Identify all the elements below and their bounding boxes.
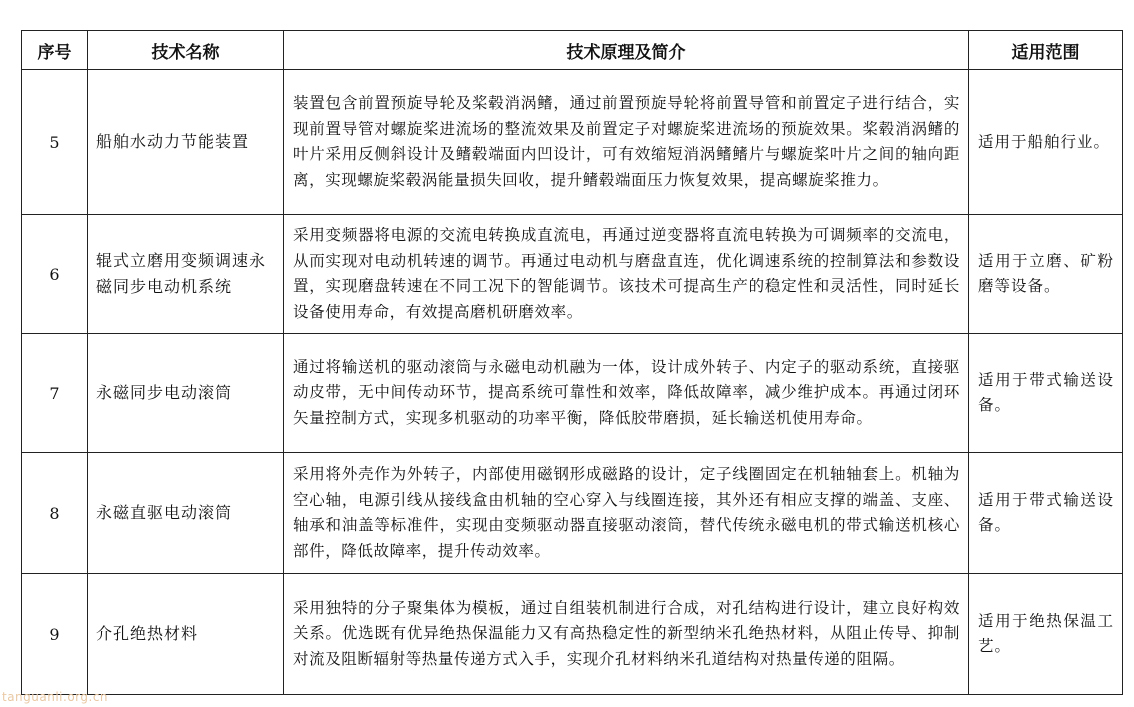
table-row [22,574,1123,695]
tech-description: 采用独特的分子聚集体为模板，通过自组装机制进行合成，对孔结构进行设计，建立良好构效关系。优选既有优异绝热保温能力又有高热稳定性的新型纳米孔绝热材料，从阻止传导、抑制对流及阻断辐射等热量传递方式入手，实现介孔材料纳米孔道结构对热量传递的阻隔。 [284,574,969,695]
tech-description: 采用将外壳作为外转子，内部使用磁钢形成磁路的设计，定子线圈固定在机轴轴套上。机轴为空心轴，电源引线从接线盒由机轴的空心穿入与线圈连接，其外还有相应支撑的端盖、支座、轴承和油盖等标准件，实现由变频驱动器直接驱动滚筒，替代传统永磁电机的带式输送机核心部件，降低故障率，提升传动效率。 [284,453,969,574]
application-scope: 适用于立磨、矿粉磨等设备。 [969,215,1123,334]
header-scope: 适用范围 [969,31,1123,70]
application-scope: 适用于带式输送设备。 [969,334,1123,453]
tech-description: 装置包含前置预旋导轮及桨毂消涡鳍，通过前置预旋导轮将前置导管和前置定子进行结合，实现前置导管对螺旋桨进流场的整流效果及前置定子对螺旋桨进流场的预旋效果。桨毂消涡鳍的叶片采用反侧斜设计及鳍毂端面内凹设计，可有效缩短消涡鳍鳍片与螺旋桨叶片之间的轴向距离，实现螺旋桨毂涡能量损失回收，提升鳍毂端面压力恢复效果，提高螺旋桨推力。 [284,70,969,215]
technology-table [21,30,1123,695]
tech-name: 永磁同步电动滚筒 [88,334,284,453]
table-row [22,70,1123,215]
table-row [22,334,1123,453]
header-number: 序号 [22,31,88,70]
row-number: 9 [22,574,88,695]
application-scope: 适用于绝热保温工艺。 [969,574,1123,695]
table-row [22,215,1123,334]
site-watermark: tanguanli.org.cn [2,690,109,704]
application-scope: 适用于带式输送设备。 [969,453,1123,574]
tech-name: 介孔绝热材料 [88,574,284,695]
tech-description: 通过将输送机的驱动滚筒与永磁电动机融为一体，设计成外转子、内定子的驱动系统，直接驱动皮带，无中间传动环节，提高系统可靠性和效率，降低故障率，减少维护成本。再通过闭环矢量控制方式，实现多机驱动的功率平衡，降低胶带磨损，延长输送机使用寿命。 [284,334,969,453]
tech-name: 永磁直驱电动滚筒 [88,453,284,574]
row-number: 5 [22,70,88,215]
application-scope: 适用于船舶行业。 [969,70,1123,215]
row-number: 6 [22,215,88,334]
tech-name: 辊式立磨用变频调速永磁同步电动机系统 [88,215,284,334]
row-number: 7 [22,334,88,453]
header-principle: 技术原理及简介 [284,31,969,70]
table-row [22,453,1123,574]
tech-name: 船舶水动力节能装置 [88,70,284,215]
table-header-row [22,31,1123,70]
row-number: 8 [22,453,88,574]
tech-description: 采用变频器将电源的交流电转换成直流电，再通过逆变器将直流电转换为可调频率的交流电，从而实现对电动机转速的调节。再通过电动机与磨盘直连，优化调速系统的控制算法和参数设置，实现磨盘转速在不同工况下的智能调节。该技术可提高生产的稳定性和灵活性，同时延长设备使用寿命，有效提高磨机研磨效率。 [284,215,969,334]
header-tech-name: 技术名称 [88,31,284,70]
